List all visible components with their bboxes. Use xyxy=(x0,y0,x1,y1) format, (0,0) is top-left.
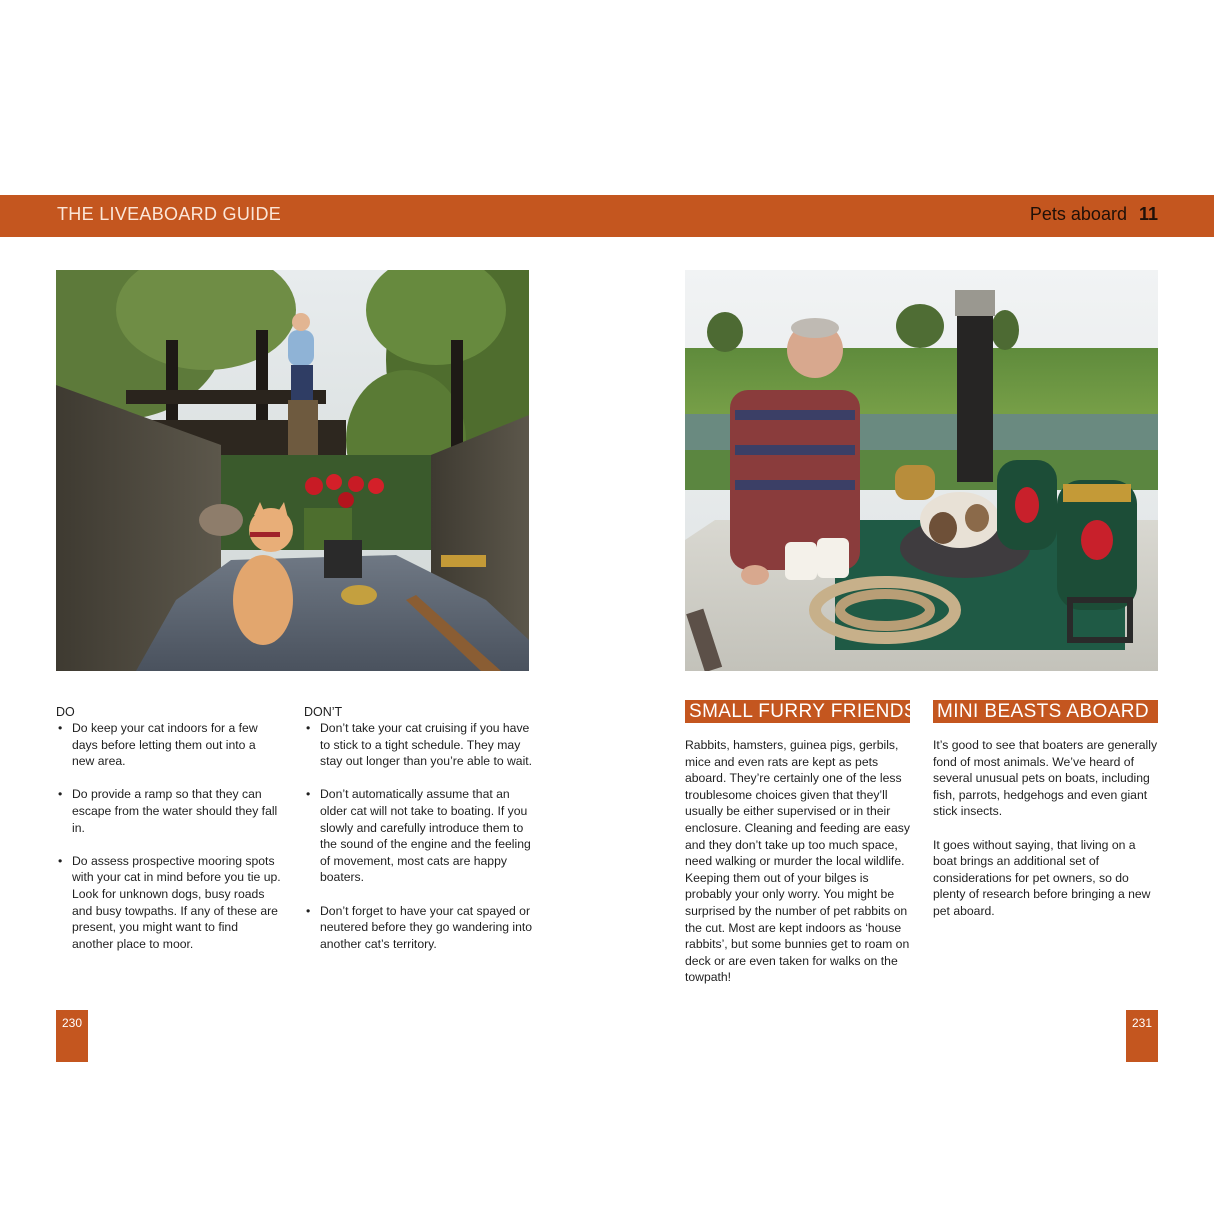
dont-item: • Don’t take your cat cruising if you have to stick to a tight schedule. They may stay out longer than you’re able to wait. xyxy=(304,720,536,770)
do-item: • Do provide a ramp so that they can escape from the water should they fall in. xyxy=(56,786,281,836)
dont-item: • Don’t forget to have your cat spayed or neutered before they go wandering into another cat’s territory. xyxy=(304,903,536,953)
paragraph: Rabbits, hamsters, guinea pigs, gerbils, mice and even rats are kept as pets aboard. They’re certainly one of the less troublesome choices given that they’ll usually be either supervised or in their enclosure. Cleaning and feeding are easy and they don’t take up too much space, need walking or murder the local wildlife. Keeping them out of your bilges is probably your only worry. You might be surprised by the number of pet rabbits on the cut. Most are kept indoors as ‘house rabbits’, but some bunnies get to roam on deck or are even taken for walks on the towpath! xyxy=(685,738,910,985)
page-number-right: 231 xyxy=(1126,1010,1158,1062)
book-title: THE LIVEABOARD GUIDE xyxy=(57,204,282,224)
cat-on-boat-photo xyxy=(56,270,529,671)
dont-list-section xyxy=(304,704,536,969)
do-list-section xyxy=(56,704,281,969)
running-header xyxy=(0,195,1214,237)
dont-heading: DON’T xyxy=(304,705,343,719)
page-number-left: 230 xyxy=(56,1010,88,1062)
do-item: • Do keep your cat indoors for a few days before letting them out into a new area. xyxy=(56,720,281,770)
do-item: • Do assess prospective mooring spots with your cat in mind before you tie up. Look for unknown dogs, busy roads and busy towpaths. If any of these are present, you might want to find another place to moor. xyxy=(56,853,281,953)
paragraph: It’s good to see that boaters are generally fond of most animals. We’ve heard of several unusual pets on boats, including fish, parrots, hedgehogs and even giant stick insects. xyxy=(933,738,1158,819)
chapter-title: Pets aboard xyxy=(1029,204,1127,224)
chapter-number: 11 xyxy=(1138,204,1158,224)
paragraph: It goes without saying, that living on a boat brings an additional set of considerations for pet owners, so do plenty of research before bringing a new pet aboard. xyxy=(933,837,1151,918)
do-heading: DO xyxy=(56,705,75,719)
man-with-rabbit-photo xyxy=(685,270,1158,671)
mini-beasts-heading: MINI BEASTS ABOARD xyxy=(933,700,1158,723)
small-furry-friends-text xyxy=(685,737,911,1003)
chapter-label xyxy=(1030,204,1158,225)
dont-item: • Don’t automatically assume that an older cat will not take to boating. If you slowly and carefully introduce them to the sound of the engine and the feeling of movement, most cats are happy boaters. xyxy=(304,786,536,886)
do-list xyxy=(56,720,281,952)
mini-beasts-text xyxy=(933,737,1161,936)
dont-list xyxy=(304,720,536,952)
small-furry-friends-heading: SMALL FURRY FRIENDS xyxy=(685,700,910,723)
